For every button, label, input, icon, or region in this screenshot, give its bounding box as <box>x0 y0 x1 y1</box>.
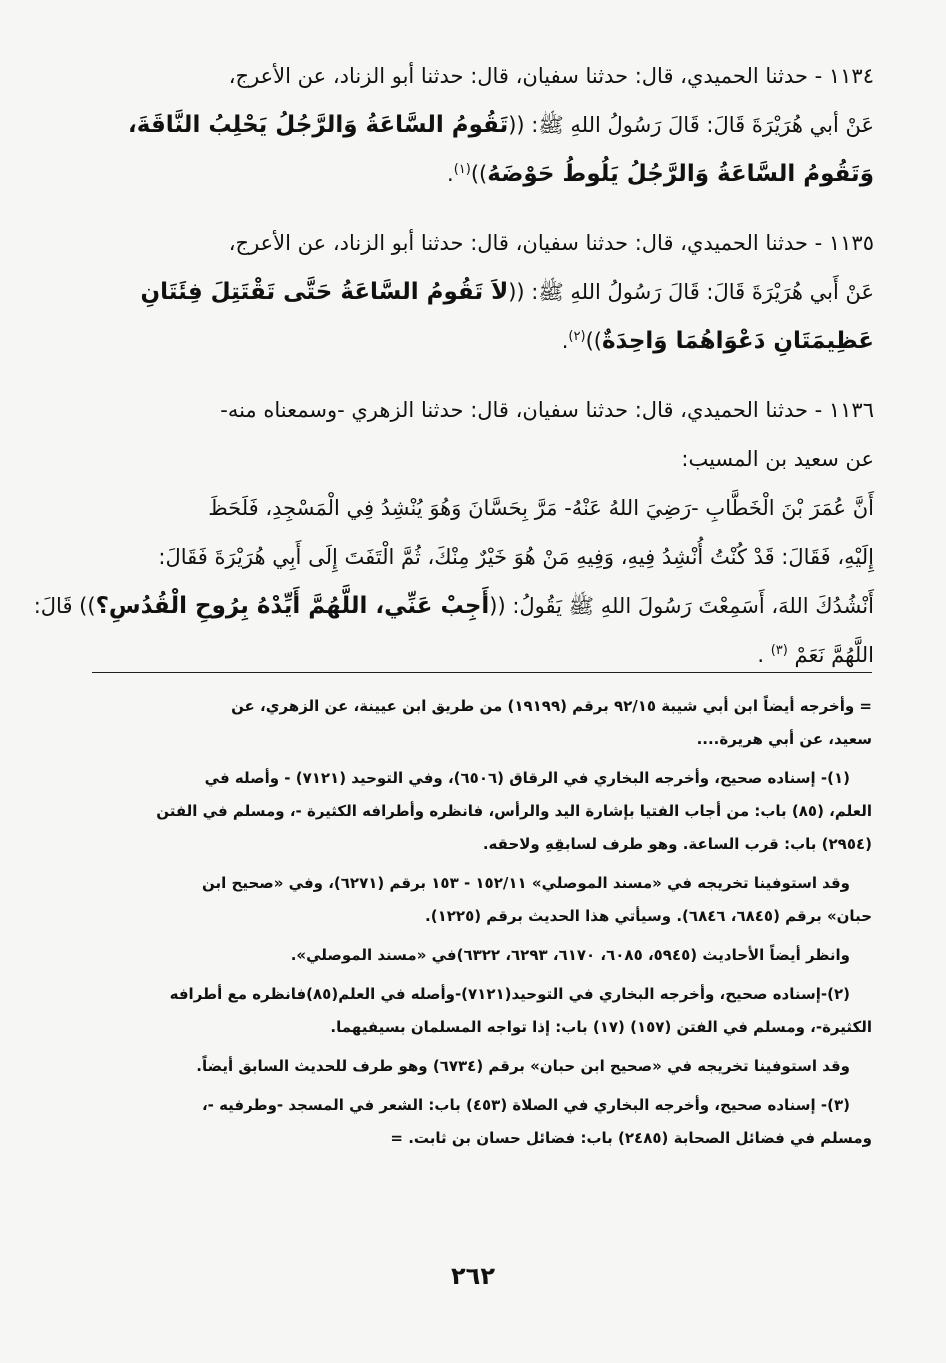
hadith-1136-line-5-plain: أَنْشُدُكَ اللهَ، أَسَمِعْتَ رَسُولَ اللهِ ﷺ يَقُولُ: (( <box>489 594 874 618</box>
hadith-1134-line-2 <box>92 101 874 150</box>
hadith-1135-line-2-plain: عَنْ أَبي هُرَيْرَةَ قَالَ: قَالَ رَسُولُ اللهِ ﷺ: (( <box>508 280 874 304</box>
footnote-2 <box>92 978 872 1044</box>
footnote-line: وانظر أيضاً الأحاديث (٥٩٤٥، ٦٠٨٥، ٦١٧٠، ٦٢٩٣، ٦٣٢٢)في «مسند الموصلي». <box>290 946 850 964</box>
hadith-1136-line-5 <box>33 582 874 631</box>
footnote-1-extra <box>92 867 872 933</box>
hadith-1134-line-3: وَتَقُومُ السَّاعَةُ وَالرَّجُلُ يَلُوطُ حَوْضَهُ))$^{(١)}$. <box>447 161 874 187</box>
hadith-1135-line-3-end: )) <box>585 329 602 353</box>
footnotes <box>92 690 872 1161</box>
hadith-1134-line-1: ١١٣٤ - حدثنا الحميدي، قال: حدثنا سفيان، قال: حدثنا أبو الزناد، عن الأعرج، <box>228 64 874 88</box>
footnote-line: (٢٩٥٤) باب: قرب الساعة. وهو طرف لسابقِهِ ولاحقه. <box>482 835 872 853</box>
hadith-1136-line-2: عن سعيد بن المسيب: <box>681 447 874 471</box>
footnote-line: وقد استوفينا تخريجه في «مسند الموصلي» ١٥٢/١١ - ١٥٣ برقم (٦٢٧١)، وفي «صحيح ابن <box>202 874 850 892</box>
hadith-1136-line-3: أَنَّ عُمَرَ بْنَ الْخَطَّابِ -رَضِيَ اللهُ عَنْهُ- مَرَّ بِحَسَّانَ وَهُوَ يُنْشِدُ فِي الْمَسْجِدِ، فَلَحَظَ <box>208 496 874 520</box>
footnote-2-extra <box>92 1050 872 1083</box>
page-number: ٢٦٢ <box>451 1262 495 1290</box>
footnote-1 <box>92 762 872 861</box>
footnote-mark-1: (١) <box>453 162 471 177</box>
hadith-1135-line-3-bold: عَظِيمَتَانِ دَعْوَاهُمَا وَاحِدَةٌ <box>601 328 874 354</box>
footnote-mark-3: (٣) <box>770 643 788 658</box>
footnote-line: سعيد، عن أبي هريرة.... <box>696 730 872 748</box>
footnote-line: (١)- إسناده صحيح، وأخرجه البخاري في الرقاق (٦٥٠٦)، وفي التوحيد (٧١٢١) - وأصله في <box>204 769 850 787</box>
footnote-line: (٢)-إسناده صحيح، وأخرجه البخاري في التوحيد(٧١٢١)-وأصله في العلم(٨٥)فانظره مع أطرافه <box>169 985 850 1003</box>
main-text <box>33 52 874 700</box>
footnote-line: حبان» برقم (٦٨٤٥، ٦٨٤٦). وسيأتي هذا الحديث برقم (١٢٢٥). <box>425 907 872 925</box>
hadith-1134-line-2-bold: تَقُومُ السَّاعَةُ وَالرَّجُلُ يَحْلِبُ النَّاقَةَ، <box>128 112 509 138</box>
hadith-1136-line-6-end: . <box>757 643 771 667</box>
hadith-1136-line-6-text: اللَّهُمَّ نَعَمْ <box>794 643 874 667</box>
hadith-1136-line-5-bold: أَجِبْ عَنِّي، اللَّهُمَّ أَيِّدْهُ بِرُوحِ الْقُدُسِ؟ <box>95 593 490 619</box>
footnote-line: العلم، (٨٥) باب: من أجاب الفتيا بإشارة اليد والرأس، فانظره وأطرافه الكثيرة -، ومسلم في الفتن <box>156 802 872 820</box>
footnote-line: = وأخرجه أيضاً ابن أبي شيبة ٩٢/١٥ برقم (١٩١٩٩) من طريق ابن عيينة، عن الزهري، عن <box>231 697 872 715</box>
footnote-mark-2: (٢) <box>568 329 586 344</box>
hadith-1135-line-3: عَظِيمَتَانِ دَعْوَاهُمَا وَاحِدَةٌ))$^{(٢)}$. <box>561 328 874 354</box>
hadith-1136-line-5-end: )) قَالَ: <box>33 594 96 618</box>
hadith-1135-line-1: ١١٣٥ - حدثنا الحميدي، قال: حدثنا سفيان، قال: حدثنا أبو الزناد، عن الأعرج، <box>228 231 874 255</box>
hadith-1135 <box>92 219 874 366</box>
hadith-1134-line-3-bold: وَتَقُومُ السَّاعَةُ وَالرَّجُلُ يَلُوطُ حَوْضَهُ <box>487 161 874 187</box>
hadith-1134 <box>92 52 874 199</box>
hadith-1135-line-2-bold: لاَ تَقُومُ السَّاعَةُ حَتَّى تَقْتَتِلَ فِئَتَانِ <box>140 279 509 305</box>
hadith-1136-line-1: ١١٣٦ - حدثنا الحميدي، قال: حدثنا سفيان، قال: حدثنا الزهري -وسمعناه منه- <box>220 398 874 422</box>
footnote-divider <box>92 672 872 673</box>
footnote-line: (٣)- إسناده صحيح، وأخرجه البخاري في الصلاة (٤٥٣) باب: الشعر في المسجد -وطرفيه -، <box>201 1096 850 1114</box>
hadith-1136-line-4: إِلَيْهِ، فَقَالَ: قَدْ كُنْتُ أُنْشِدُ فِيهِ، وَفِيهِ مَنْ هُوَ خَيْرٌ مِنْكَ، ثُمَّ الْتَفَتَ إِلَى أَبِي هُرَيْرَةَ فَقَالَ: <box>158 545 874 569</box>
footnote-line: وقد استوفينا تخريجه في «صحيح ابن حبان» برقم (٦٧٣٤) وهو طرف للحديث السابق أيضاً. <box>196 1057 850 1075</box>
footnote-continuation <box>92 690 872 756</box>
hadith-1136 <box>33 386 874 680</box>
hadith-1134-line-2-plain: عَنْ أبي هُرَيْرَةَ قَالَ: قَالَ رَسُولُ اللهِ ﷺ: (( <box>508 113 874 137</box>
footnote-1-see-also <box>92 939 872 972</box>
footnote-line: ومسلم في فضائل الصحابة (٢٤٨٥) باب: فضائل حسان بن ثابت. = <box>390 1129 872 1147</box>
footnote-3 <box>92 1089 872 1155</box>
hadith-1135-line-2 <box>92 268 874 317</box>
hadith-1134-line-3-end: )) <box>470 162 488 186</box>
footnote-line: الكثيرة-، ومسلم في الفتن (١٥٧) (١٧) باب: إذا تواجه المسلمان بسيفيهما. <box>330 1018 872 1036</box>
